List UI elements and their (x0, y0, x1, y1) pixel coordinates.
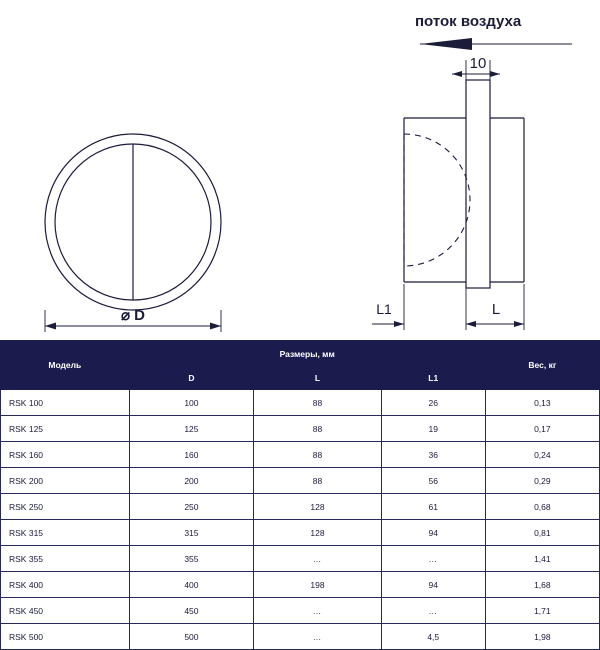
table-row (1, 572, 600, 598)
cell-model: RSK 250 (1, 494, 130, 520)
cell-d: 355 (129, 546, 254, 572)
cell-d: 315 (129, 520, 254, 546)
cell-d: 200 (129, 468, 254, 494)
cell-weight: 0,68 (485, 494, 599, 520)
table-row (1, 416, 600, 442)
cell-model: RSK 315 (1, 520, 130, 546)
cell-weight: 0,17 (485, 416, 599, 442)
cell-l1: 4,5 (381, 624, 485, 650)
cell-l1: 26 (381, 390, 485, 416)
specifications-table (0, 340, 600, 650)
cell-weight: 0,13 (485, 390, 599, 416)
dim-L-label: L (491, 301, 501, 318)
cell-l: 88 (254, 468, 382, 494)
cell-model: RSK 200 (1, 468, 130, 494)
cell-model: RSK 450 (1, 598, 130, 624)
cell-weight: 1,68 (485, 572, 599, 598)
table-row (1, 494, 600, 520)
cell-l1: 19 (381, 416, 485, 442)
cell-d: 500 (129, 624, 254, 650)
dim-diameter-label: ⌀ D (120, 307, 146, 324)
cell-l: … (254, 546, 382, 572)
cell-d: 100 (129, 390, 254, 416)
cell-l: 88 (254, 416, 382, 442)
table-row (1, 390, 600, 416)
cell-d: 250 (129, 494, 254, 520)
cell-d: 400 (129, 572, 254, 598)
cell-model: RSK 355 (1, 546, 130, 572)
header-weight: Вес, кг (485, 341, 599, 390)
cell-weight: 0,24 (485, 442, 599, 468)
cell-l: 198 (254, 572, 382, 598)
table-row (1, 520, 600, 546)
cell-model: RSK 400 (1, 572, 130, 598)
cell-d: 160 (129, 442, 254, 468)
cell-l: 88 (254, 390, 382, 416)
front-view-circle (45, 134, 221, 310)
cell-model: RSK 500 (1, 624, 130, 650)
cell-model: RSK 160 (1, 442, 130, 468)
cell-l: 88 (254, 442, 382, 468)
header-d: D (129, 367, 254, 390)
cell-model: RSK 125 (1, 416, 130, 442)
side-view-profile (404, 80, 524, 288)
damper-disc (404, 134, 470, 266)
table-row (1, 442, 600, 468)
header-l: L (254, 367, 382, 390)
cell-l: 128 (254, 494, 382, 520)
header-dimensions-group: Размеры, мм (129, 341, 485, 367)
airflow-label: поток воздуха (415, 13, 522, 30)
header-model: Модель (1, 341, 130, 390)
table-row (1, 546, 600, 572)
cell-l1: … (381, 546, 485, 572)
cell-l1: 94 (381, 520, 485, 546)
table-row (1, 468, 600, 494)
cell-d: 450 (129, 598, 254, 624)
cell-weight: 1,71 (485, 598, 599, 624)
table-body (1, 390, 600, 650)
cell-d: 125 (129, 416, 254, 442)
cell-l1: … (381, 598, 485, 624)
cell-weight: 0,29 (485, 468, 599, 494)
cell-weight: 1,41 (485, 546, 599, 572)
airflow-arrow (420, 38, 572, 50)
cell-model: RSK 100 (1, 390, 130, 416)
cell-l1: 61 (381, 494, 485, 520)
cell-l: … (254, 624, 382, 650)
table-row (1, 624, 600, 650)
cell-weight: 0,81 (485, 520, 599, 546)
cell-l1: 94 (381, 572, 485, 598)
dim-L1-label: L1 (376, 301, 392, 317)
dim-10-label: 10 (469, 55, 487, 72)
header-l1: L1 (381, 367, 485, 390)
cell-l: … (254, 598, 382, 624)
cell-l: 128 (254, 520, 382, 546)
table-header (1, 341, 600, 390)
cell-l1: 56 (381, 468, 485, 494)
cell-weight: 1,98 (485, 624, 599, 650)
table-row (1, 598, 600, 624)
cell-l1: 36 (381, 442, 485, 468)
